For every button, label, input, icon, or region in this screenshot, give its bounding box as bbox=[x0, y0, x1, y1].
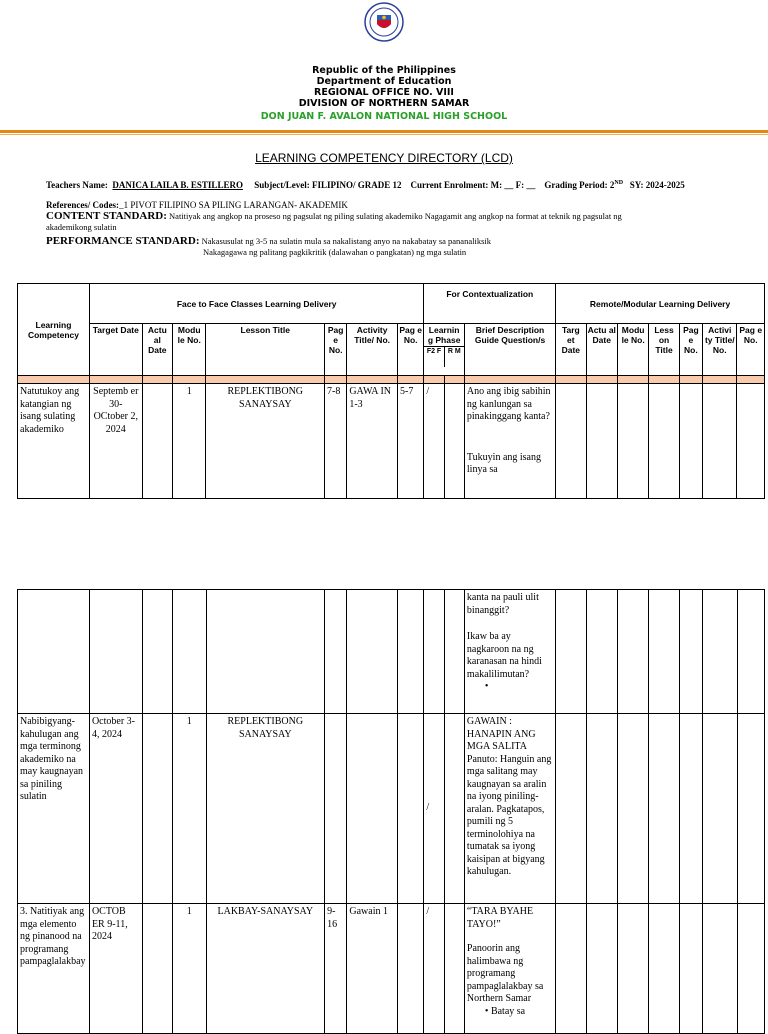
row2-brief: GAWAIN : HANAPIN ANG MGA SALITA Panuto: Hanguin ang mga salitang may kaugnayan sa aralin na iyong piniling-aralan. Pagkatapos, pumili ng 5 terminolohiya na tumatak sa iyong kaisipan at bigyang kahulugan. bbox=[464, 714, 555, 904]
row3-lesson: LAKBAY-SANAYSAY bbox=[206, 904, 325, 1034]
col-remote-actual-date: Actu al Date bbox=[586, 324, 617, 376]
performance-standard bbox=[46, 236, 746, 258]
row3-page: 9-16 bbox=[325, 904, 347, 1034]
row1-page: 7-8 bbox=[325, 384, 347, 499]
row3-brief-b: Panoorin ang halimbawa ng programang pampaglalakbay sa Northern Samar bbox=[466, 943, 544, 1004]
row3-f2f: / bbox=[424, 904, 444, 1034]
row3-brief-c: • Batay sa bbox=[484, 1005, 526, 1017]
grading-period-sup: ND bbox=[614, 180, 624, 186]
col-brief-description: Brief Description Guide Question/s bbox=[464, 324, 555, 376]
table-row bbox=[18, 590, 765, 714]
row3-brief-a: “TARA BYAHE TAYO!” bbox=[466, 906, 534, 930]
row3-competency: 3. Natitiyak ang mga elemento ng pinanood na programang pampaglalakbay bbox=[18, 904, 90, 1034]
row3-target-date: OCTOB ER 9-11, 2024 bbox=[89, 904, 142, 1034]
row1-lesson: REPLEKTIBONG SANAYSAY bbox=[206, 384, 325, 499]
deped-seal-icon bbox=[364, 2, 404, 42]
content-standard-text-2: akademikong sulatin bbox=[46, 222, 117, 232]
learning-phase-sub bbox=[424, 346, 464, 367]
row3-module: 1 bbox=[173, 904, 206, 1034]
performance-standard-text-1: Nakasusulat ng 3-5 na sulatin mula sa nakalistang anyo na nakabatay sa pananaliksik bbox=[201, 236, 491, 246]
current-enrolment: Current Enrolment: M: __ F: __ bbox=[410, 180, 536, 190]
row1-module: 1 bbox=[173, 384, 206, 499]
row1-activity: GAWA IN 1-3 bbox=[347, 384, 398, 499]
col-learning-phase bbox=[424, 324, 465, 376]
performance-standard-text-2: Nakagagawa ng palitang pagkikritik (dalawahan o pangkatan) ng mga sulatin bbox=[203, 247, 467, 257]
row1-page-2: 5-7 bbox=[397, 384, 423, 499]
row2-lesson: REPLEKTIBONG SANAYSAY bbox=[206, 714, 325, 904]
header-line-republic: Republic of the Philippines bbox=[312, 65, 456, 76]
header-line-region: REGIONAL OFFICE NO. VIII bbox=[314, 87, 454, 98]
row1-rm bbox=[444, 384, 464, 499]
row1-actual-date bbox=[142, 384, 172, 499]
teacher-name: DANICA LAILA B. ESTILLERO bbox=[112, 180, 243, 190]
col-actual-date: Actu al Date bbox=[142, 324, 172, 376]
row3-activity: Gawain 1 bbox=[347, 904, 398, 1034]
table-header-row-2 bbox=[18, 324, 765, 376]
col-lesson-title: Lesson Title bbox=[206, 324, 325, 376]
col-rm: R M bbox=[447, 348, 461, 355]
row1-brief-a: Ano ang ibig sabihin ng kanlungan sa pinakinggang kanta? bbox=[466, 386, 551, 422]
col-activity: Activity Title/ No. bbox=[347, 324, 398, 376]
grading-period bbox=[544, 180, 623, 190]
col-remote-target-date: Targ et Date bbox=[556, 324, 586, 376]
header-learning-competency: Learning Competency bbox=[18, 284, 90, 376]
row1-competency: Natutukoy ang katangian ng isang sulating akademiko bbox=[18, 384, 90, 499]
subject-level: Subject/Level: FILIPINO/ GRADE 12 bbox=[254, 180, 402, 190]
col-remote-activity: Activi ty Title/ No. bbox=[703, 324, 737, 376]
table-row bbox=[18, 714, 765, 904]
col-remote-lesson-title: Less on Title bbox=[649, 324, 679, 376]
school-year: SY: 2024-2025 bbox=[629, 180, 685, 190]
col-module-no: Modu le No. bbox=[173, 324, 206, 376]
col-page-no: Pag e No. bbox=[325, 324, 347, 376]
lcd-table-page2 bbox=[17, 589, 765, 1034]
meta-row bbox=[46, 180, 766, 190]
grading-period-label: Grading Period: 2 bbox=[544, 180, 615, 190]
row2-competency: Nabibigyang-kahulugan ang mga terminong akademiko na may kaugnayan sa piniling sulatin bbox=[18, 714, 90, 904]
teacher-label: Teachers Name: bbox=[46, 180, 108, 190]
references-label: References/ Codes: bbox=[46, 200, 120, 210]
row2-module: 1 bbox=[173, 714, 206, 904]
references-value: _1 PIVOT FILIPINO SA PILING LARANGAN- AKADEMIK bbox=[119, 200, 348, 210]
col-target-date: Target Date bbox=[89, 324, 142, 376]
learning-phase-label: Learnin g Phase bbox=[427, 325, 461, 345]
content-standard-label: CONTENT STANDARD: bbox=[46, 210, 167, 222]
cont-bullet: • bbox=[484, 681, 489, 692]
col-remote-page-no: Pag e No. bbox=[679, 324, 702, 376]
cont-brief bbox=[464, 590, 555, 714]
col-remote-page-no-2: Pag e No. bbox=[737, 324, 765, 376]
row1-brief bbox=[464, 384, 555, 499]
row1-f2f: / bbox=[424, 384, 444, 499]
content-standard-text-1: Natitiyak ang angkop na proseso ng pagsulat ng piling sulating akademiko Nagagamit ang angkop na format at teknik ng pagsulat ng bbox=[169, 211, 622, 221]
col-remote-module-no: Modu le No. bbox=[617, 324, 648, 376]
header-contextualization: For Contextualization bbox=[424, 284, 556, 324]
table-row bbox=[18, 904, 765, 1034]
row2-target-date: October 3-4, 2024 bbox=[89, 714, 142, 904]
table-row bbox=[18, 384, 765, 499]
header-face-to-face: Face to Face Classes Learning Delivery bbox=[89, 284, 423, 324]
col-f2f: F2 F bbox=[424, 347, 444, 367]
header-school-name: DON JUAN F. AVALON NATIONAL HIGH SCHOOL bbox=[260, 111, 508, 122]
cont-brief-a: kanta na pauli ulit binanggit? bbox=[466, 592, 539, 616]
references-row bbox=[46, 200, 348, 210]
lcd-table-page1 bbox=[17, 283, 765, 499]
header-rule-thin bbox=[0, 134, 768, 135]
row3-brief-c-text: Batay sa bbox=[490, 1005, 526, 1017]
row1-brief-b: Tukuyin ang isang linya sa bbox=[466, 451, 541, 475]
table-header-row-1 bbox=[18, 284, 765, 324]
header-rule bbox=[0, 130, 768, 133]
performance-standard-label: PERFORMANCE STANDARD: bbox=[46, 235, 200, 247]
header-line-division: DIVISION OF NORTHERN SAMAR bbox=[298, 98, 470, 109]
content-standard bbox=[46, 211, 746, 233]
row2-f2f: / bbox=[424, 714, 444, 904]
table-highlight-row bbox=[18, 376, 765, 384]
col-page-no-2: Pag e No. bbox=[397, 324, 423, 376]
header-remote-modular: Remote/Modular Learning Delivery bbox=[556, 284, 765, 324]
header-line-deped: Department of Education bbox=[316, 76, 452, 87]
cont-brief-b: Ikaw ba ay nagkaroon na ng karanasan na hindi makalilimutan? bbox=[466, 631, 542, 680]
document-title: LEARNING COMPETENCY DIRECTORY (LCD) bbox=[255, 151, 513, 165]
row3-brief bbox=[464, 904, 555, 1034]
row1-target-date: Septemb er 30- OCtober 2, 2024 bbox=[89, 384, 142, 499]
